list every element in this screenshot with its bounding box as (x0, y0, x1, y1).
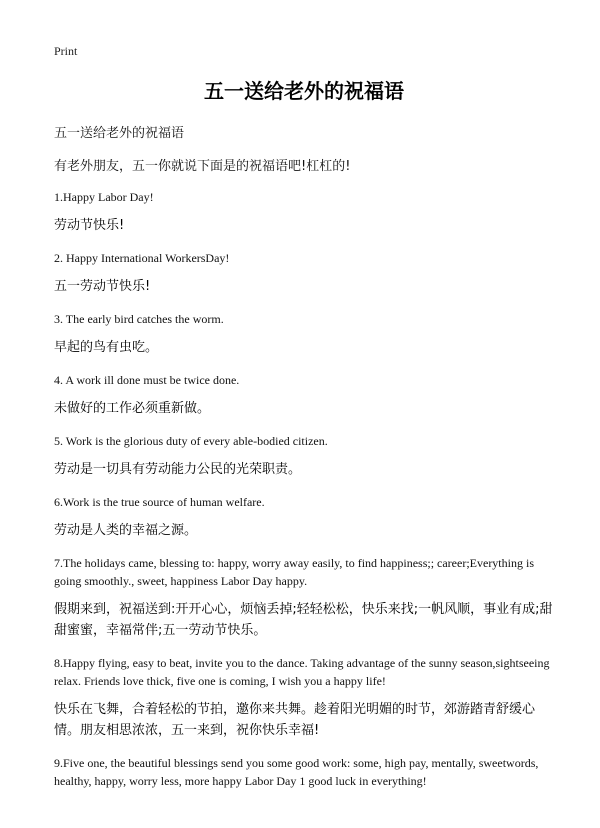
greeting-item-6 (54, 493, 554, 541)
greeting-chinese: 假期来到，祝福送到:开开心心，烦恼丢掉;轻轻松松，快乐来找;一帆风顺，事业有成;甜甜蜜蜜，幸福常伴;五一劳动节快乐。 (54, 602, 553, 638)
greeting-english: 6.Work is the true source of human welfare. (54, 495, 265, 509)
document-title: 五一送给老外的祝福语 (204, 79, 404, 103)
greeting-chinese: 五一劳动节快乐! (54, 279, 151, 294)
greeting-chinese: 未做好的工作必须重新做。 (54, 401, 211, 416)
greeting-item-8 (54, 654, 554, 741)
greeting-chinese: 劳动是人类的幸福之源。 (54, 523, 198, 538)
greeting-english: 1.Happy Labor Day! (54, 190, 154, 204)
greeting-item-4 (54, 371, 554, 419)
greeting-item-1 (54, 188, 554, 236)
greeting-english: 2. Happy International WorkersDay! (54, 251, 230, 265)
greeting-chinese: 快乐在飞舞，合着轻松的节拍，邀你来共舞。趁着阳光明媚的时节，郊游踏青舒缓心情。朋友相思浓浓，五一来到，祝你快乐幸福! (54, 702, 536, 738)
greeting-english: 7.The holidays came, blessing to: happy, worry away easily, to find happiness;; career;Everything is going smoothly., sweet, happiness Labor Day happy. (54, 556, 534, 588)
greeting-chinese: 劳动是一切具有劳动能力公民的光荣职责。 (54, 462, 302, 477)
greeting-item-7 (54, 554, 554, 641)
greeting-english: 3. The early bird catches the worm. (54, 312, 224, 326)
greeting-item-5 (54, 432, 554, 480)
print-label: Print (54, 44, 78, 58)
document-page (54, 44, 554, 803)
greeting-english: 5. Work is the glorious duty of every able-bodied citizen. (54, 434, 328, 448)
greeting-item-2 (54, 249, 554, 297)
greeting-item-3 (54, 310, 554, 358)
intro-paragraph: 有老外朋友，五一你就说下面是的祝福语吧!杠杠的! (54, 159, 351, 174)
greeting-english: 4. A work ill done must be twice done. (54, 373, 240, 387)
greeting-item-9 (54, 754, 554, 790)
greeting-english: 8.Happy flying, easy to beat, invite you to the dance. Taking advantage of the sunny season,sightseeing relax. Friends love thick, five one is coming, I wish you a happy life! (54, 656, 550, 688)
document-subtitle: 五一送给老外的祝福语 (54, 126, 185, 141)
greeting-english: 9.Five one, the beautiful blessings send you some good work: some, high pay, mentally, sweetwords, healthy, happy, worry less, more happy Labor Day 1 good luck in everything! (54, 756, 539, 788)
greeting-chinese: 早起的鸟有虫吃。 (54, 340, 159, 355)
greeting-chinese: 劳动节快乐! (54, 218, 125, 233)
